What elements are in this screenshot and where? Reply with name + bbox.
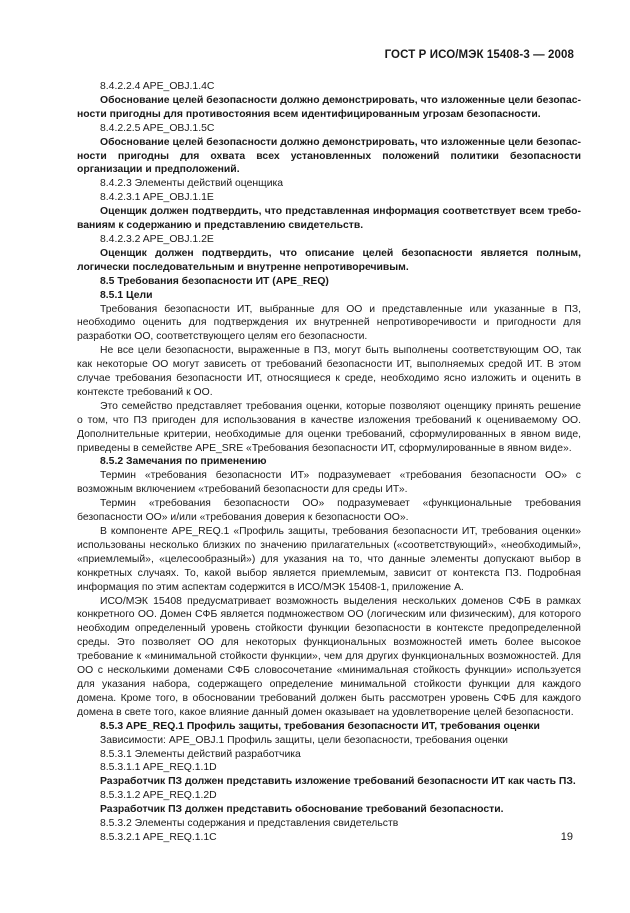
clause-heading: 8.5.3.2 Элементы содержания и представления свидетельств (100, 818, 399, 830)
subsection-heading: 8.5.3 APE_REQ.1 Профиль защиты, требования безопасности ИТ, требования оценки (100, 720, 540, 732)
section-heading: 8.5 Требования безопасности ИТ (APE_REQ) (100, 275, 329, 287)
body-paragraph: Не все цели безопасности, выраженные в ПЗ, могут быть выполнены соответствующим ОО, так как некоторые ОО могут зависеть от требований безопасности ИТ, выполняемых средой ИТ. В этом случае требования безопасности ИТ, относящиеся к среде, необходимо ясно изложить и оценить в контексте требований к ОО. (77, 345, 581, 398)
body-paragraph: Требования безопасности ИТ, выбранные для ОО и представленные или указанные в ПЗ, необходимо оценить для подтверждения их внутренней непротиворечивости и пригодности для разработки ОО, соответствующего целям его безопасности. (77, 303, 581, 343)
page-number: 19 (560, 831, 573, 843)
clause-number: 8.5.3.2.1 APE_REQ.1.1C (100, 831, 217, 843)
body-paragraph: Это семейство представляет требования оценки, которые позволяют оценщику принять решение о том, что ПЗ пригоден для использования в качестве изложения требований к оцениваемому ОО. Дополнительные критерии, необходимые для оценки требований, сформулированных в явном виде, приведены в семействе APE_SRE «Требования безопасности ИТ, сформулированные в явном виде». (77, 400, 581, 454)
subsection-heading: 8.5.1 Цели (100, 289, 153, 301)
clause-heading: 8.4.2.3 Элементы действий оценщика (100, 178, 284, 190)
clause-number: 8.5.3.1.1 APE_REQ.1.1D (100, 762, 217, 774)
requirement-text: Разработчик ПЗ должен представить обоснование требований безопасности. (100, 804, 504, 816)
requirement-text: Оценщик должен подтвердить, что представленная информация соответствует всем требованиям к содержанию и представлению свидетельств. (77, 206, 581, 232)
clause-heading: 8.5.3.1 Элементы действий разработчика (100, 748, 301, 760)
clause-number: 8.4.2.3.2 APE_OBJ.1.2E (100, 233, 214, 245)
body-paragraph: Термин «требования безопасности ИТ» подразумевает «требования безопасности ОО» с возможным включением «требований безопасности для среды ИТ». (77, 470, 581, 496)
clause-number: 8.4.2.3.1 APE_OBJ.1.1E (100, 192, 214, 204)
requirement-text: Разработчик ПЗ должен представить изложение требований безопасности ИТ как часть ПЗ. (100, 776, 576, 788)
clause-number: 8.5.3.1.2 APE_REQ.1.2D (100, 790, 217, 802)
requirement-text: Обоснование целей безопасности должно демонстрировать, что изложенные цели безопасности пригодны для противостояния всем идентифицированным угрозам безопасности. (77, 94, 581, 120)
dependencies-line: Зависимости: APE_OBJ.1 Профиль защиты, цели безопасности, требования оценки (100, 734, 508, 746)
requirement-text: Оценщик должен подтвердить, что описание целей безопасности является полным, логически последовательным и внутренне непротиворечивым. (77, 247, 581, 273)
body-paragraph: В компоненте APE_REQ.1 «Профиль защиты, требования безопасности ИТ, требования оценки» использованы несколько близких по значению прилагательных («соответствующий», «необходимый», «приемлемый», «целесообразный») для указания на то, что данные элементы допускают выбор в конкретных случаях. То, какой выбор является приемлемым, зависит от контекста ПЗ. Подробная информация по этим аспектам содержится в ИСО/МЭК 15408-1, приложение А. (77, 526, 581, 593)
clause-number: 8.4.2.2.4 APE_OBJ.1.4C (100, 81, 215, 92)
subsection-heading: 8.5.2 Замечания по применению (100, 456, 267, 468)
body-paragraph: Термин «требования безопасности ОО» подразумевает «функциональные требования безопасности ОО» и/или «требования доверия к безопасности ОО». (77, 498, 581, 524)
requirement-text: Обоснование целей безопасности должно демонстрировать, что изложенные цели безопасности пригодны для охвата всех установленных положений политики безопасности организации и предположений. (77, 136, 581, 176)
page-body (77, 80, 581, 845)
clause-number: 8.4.2.2.5 APE_OBJ.1.5C (100, 122, 215, 134)
body-paragraph: ИСО/МЭК 15408 предусматривает возможность выделения нескольких доменов СФБ в рамках конкретного ОО. Домен СФБ является подмножеством ОО (логическим или физическим), для которого необходим определенный уровень стойкости функции безопасности в контексте предопределенной среды. Это позволяет ОО для некоторых функциональных возможностей иметь более высокое требование к «минимальной стойкости функции», чем для других функциональных возможностей. Для ОО с несколькими доменами СФБ словосочетание «минимальная стойкость функции» используется для указания набора, содержащего определение минимальной стойкости функции для каждого домена. Кроме того, в обосновании требований должен быть рассмотрен уровень СФБ для каждого домена в свете того, какое влияние данный домен оказывает на удовлетворение целей безопасности. (77, 595, 581, 718)
document-header: ГОСТ Р ИСО/МЭК 15408-3 — 2008 (384, 49, 574, 61)
